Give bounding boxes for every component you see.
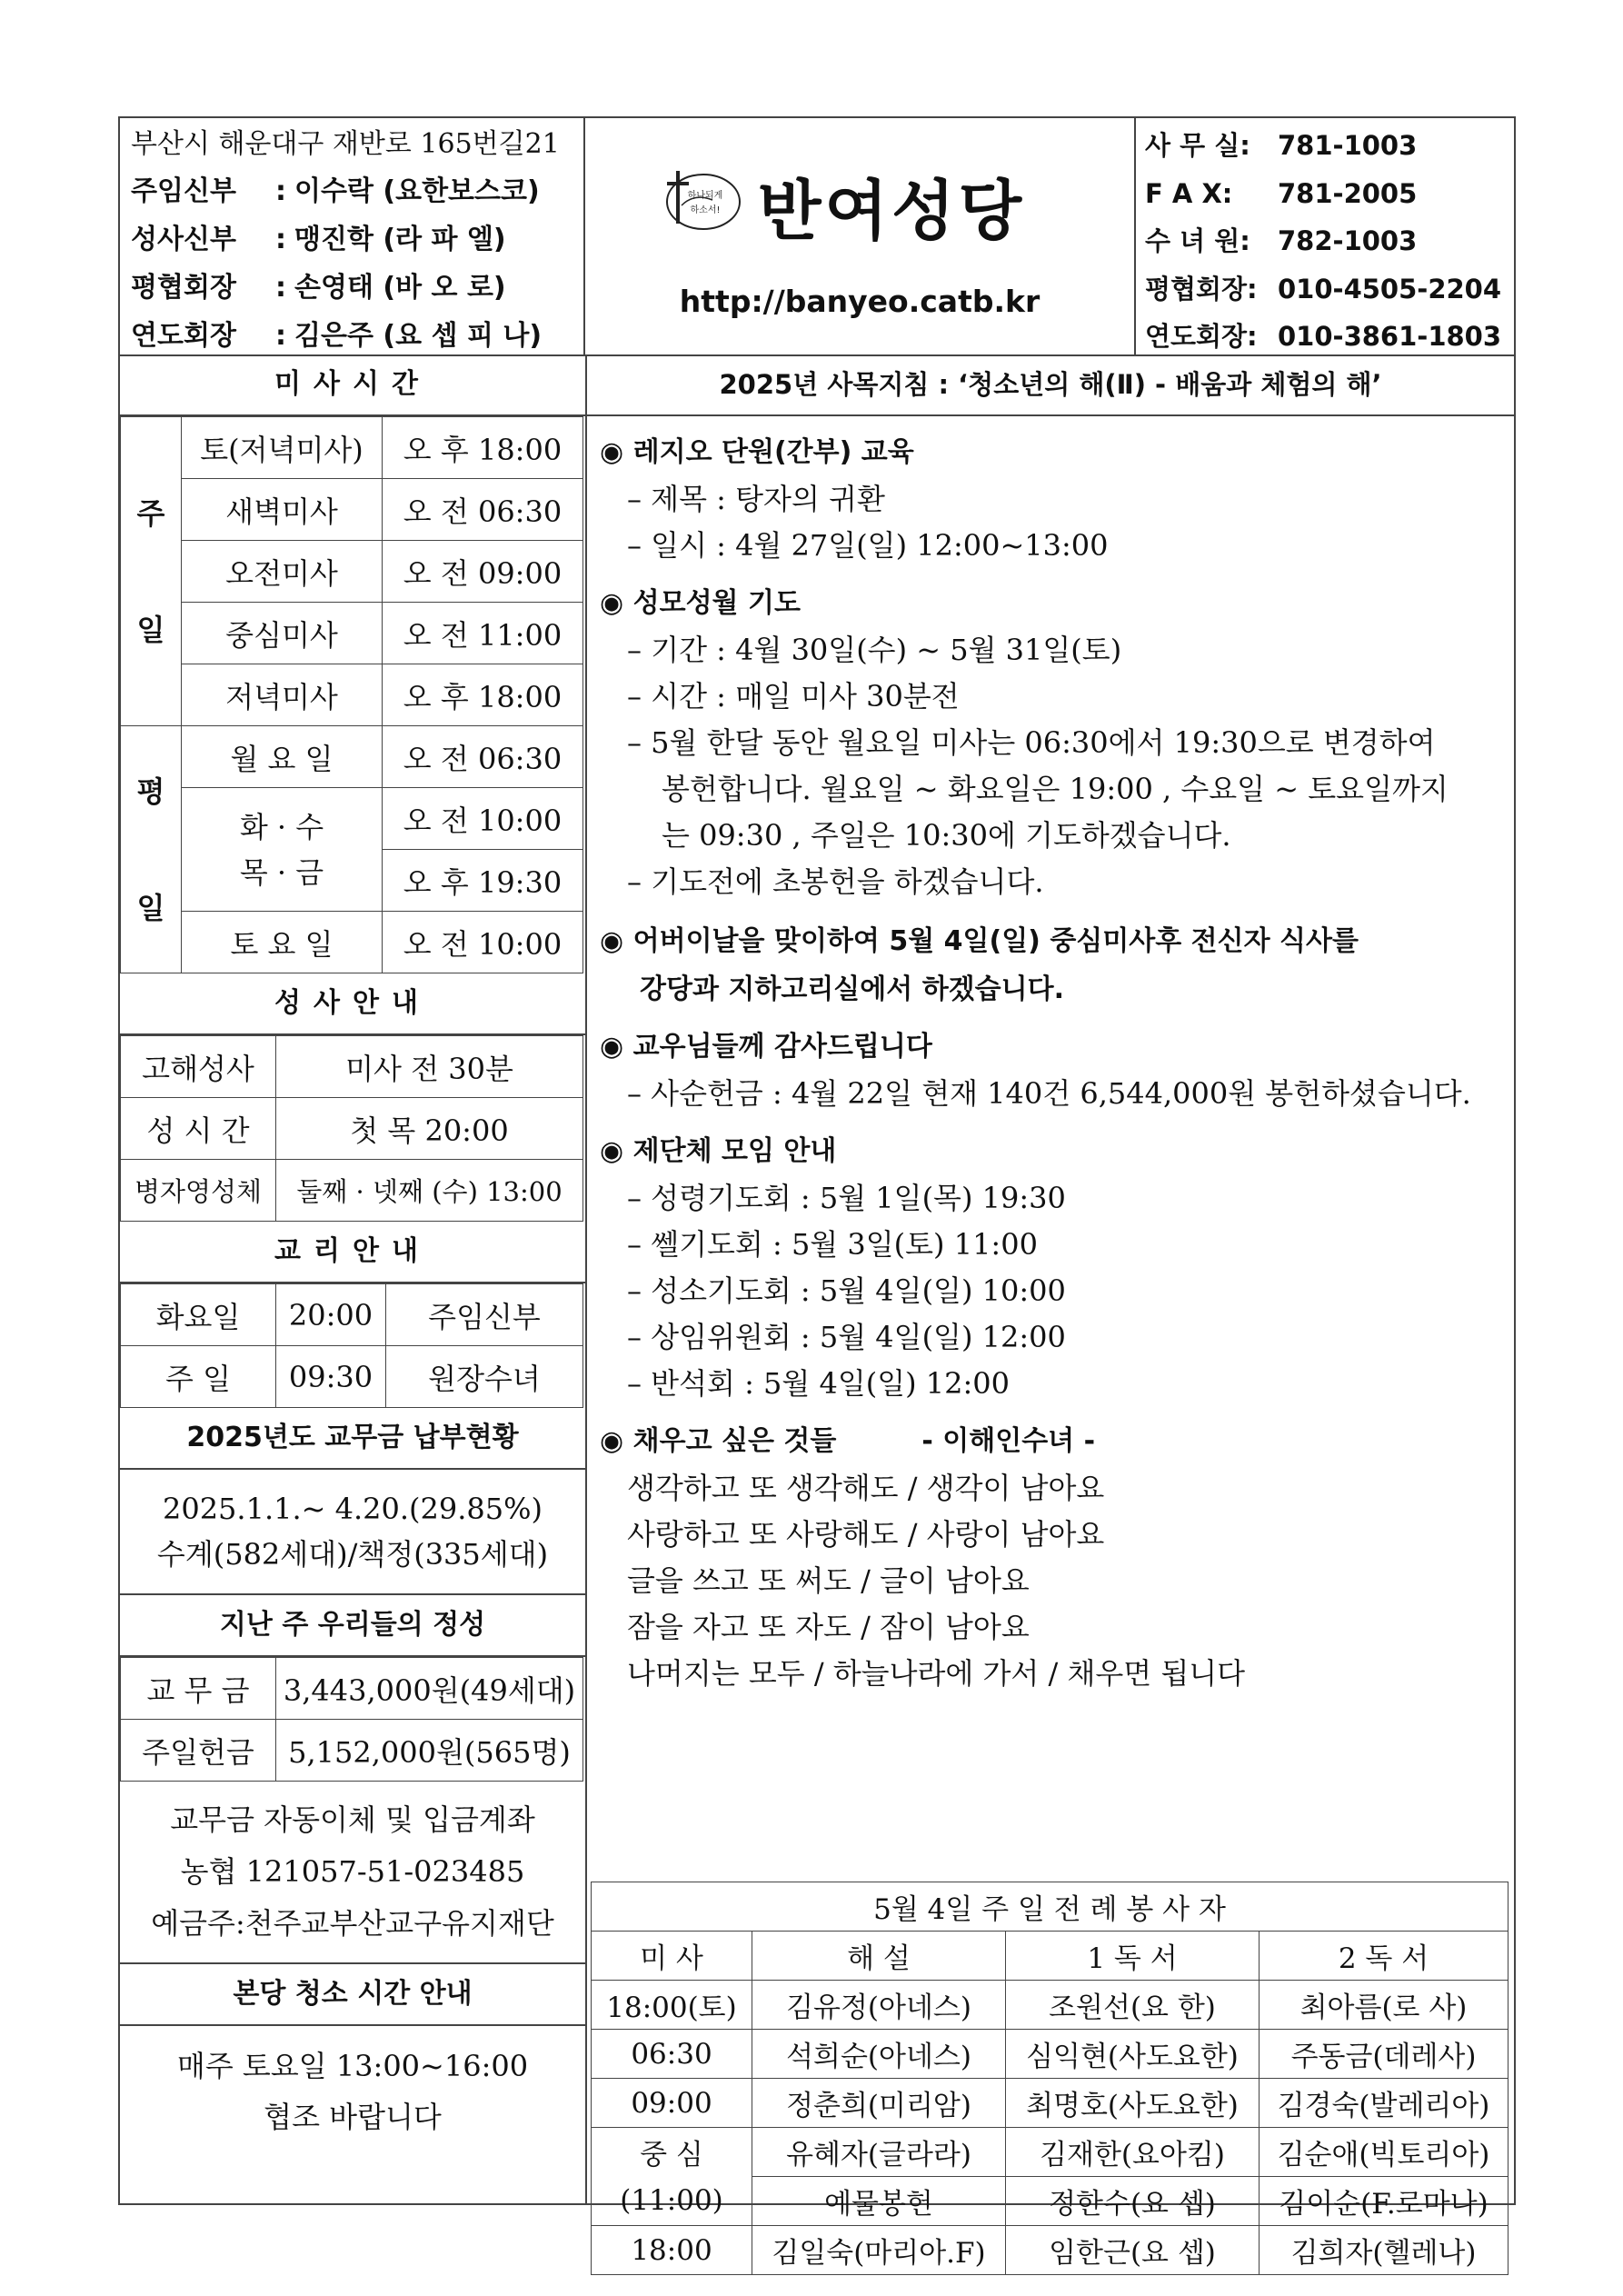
liturgy-servers-table [591,1882,1508,2275]
table-cell: 09:00 [592,2079,752,2128]
offering-amount: 5,152,000원(565명) [276,1720,583,1782]
mass-time: 오 전 11:00 [383,603,583,664]
catechism-table [120,1283,583,1408]
sacrament-name: 성 시 간 [121,1098,276,1160]
table-row [121,1346,583,1408]
notices [600,429,1499,1697]
mass-time: 오 후 18:00 [383,664,583,726]
officers-box [120,118,585,354]
contact-value: 781-1003 [1278,130,1418,161]
officer-name: 맹진학 (라 파 엘) [294,224,506,255]
notice-title: ◉ 레지오 단원(간부) 교육 [600,436,914,468]
notice-line: – 반석회 : 5월 4일(일) 12:00 [627,1366,1011,1401]
cleaning-info [120,2026,585,2157]
table-row [121,1036,583,1098]
mass-time: 오 후 19:30 [383,850,583,912]
servers-title: 5월 4일 주 일 전 례 봉 사 자 [592,1882,1508,1932]
svg-text:하소서!: 하소서! [690,205,721,215]
officer-row: 연도회장 : 김은주 (요 셉 피 나) [131,312,573,360]
notice-line: – 제목 : 탕자의 귀환 [627,482,885,516]
table-cell: 심익현(사도요한) [1006,2030,1260,2079]
svg-text:하나되게: 하나되게 [687,191,723,201]
cleaning-note: 협조 바랍니다 [264,2100,442,2134]
mass-name: 오전미사 [182,541,383,603]
table-cell: 임한근(요 셉) [1006,2226,1260,2275]
contact-row [1145,217,1505,265]
table-row [121,664,583,726]
sacrament-time: 둘째 · 넷째 (수) 13:00 [276,1160,583,1222]
mass-name: 저녁미사 [182,664,383,726]
mass-name: 토(저녁미사) [182,417,383,479]
bulletin-header [120,118,1514,356]
officer-role: 연도회장 [131,320,236,352]
cleaning-title: 본당 청소 시간 안내 [120,1964,585,2026]
notice-line: 봉헌합니다. 월요일 ~ 화요일은 19:00 , 수요일 ~ 토요일까지 [662,772,1449,806]
account-holder: 예금주:천주교부산교구유지재단 [151,1906,554,1941]
table-cell: 중 심 [592,2128,752,2177]
officer-row: 평협회장 : 손영태 (바 오 로) [131,264,573,312]
table-cell: 석희순(아네스) [752,2030,1006,2079]
church-url[interactable]: http://banyeo.catb.kr [679,284,1041,319]
table-cell: 18:00 [592,2226,752,2275]
catechism-teacher: 원장수녀 [386,1346,583,1408]
column-header: 해 설 [752,1932,1006,1981]
notice-title: ◉ 채우고 싶은 것들 - 이해인수녀 - [600,1425,1096,1457]
poem-line: 생각하고 또 생각해도 / 생각이 남아요 [627,1471,1105,1505]
table-row [121,1160,583,1222]
bank-account-box [120,1782,585,1964]
offering-table [120,1657,583,1782]
poem-line: 글을 쓰고 또 써도 / 글이 남아요 [627,1563,1030,1598]
notice-line: – 성령기도회 : 5월 1일(목) 19:30 [627,1181,1066,1215]
mass-name: 새벽미사 [182,479,383,541]
notice-line: – 사순헌금 : 4월 22일 현재 140건 6,544,000원 봉헌하셨습니다. [627,1076,1471,1111]
table-cell: 김유정(아네스) [752,1981,1006,2030]
poem-line: 나머지는 모두 / 하늘나라에 가서 / 채우면 됩니다 [627,1656,1246,1691]
officer-name: 손영태 (바 오 로) [294,272,506,304]
table-cell: 정한수(요 셉) [1006,2177,1260,2226]
sunday-group-label: 주 일 [121,417,182,726]
sacrament-name: 고해성사 [121,1036,276,1098]
notice-title: 강당과 지하고리실에서 하겠습니다. [640,973,1064,1005]
table-cell: 조원선(요 한) [1006,1981,1260,2030]
table-row [592,2128,1508,2177]
mass-name: 토 요 일 [182,912,383,973]
catechism-day: 주 일 [121,1346,276,1408]
notice-line: – 기도전에 초봉헌을 하겠습니다. [627,864,1044,899]
table-cell: 김순애(빅토리아) [1260,2128,1508,2177]
notice-title: ◉ 어버이날을 맞이하여 5월 4일(일) 중심미사후 전신자 식사를 [600,925,1359,957]
table-row [121,603,583,664]
offering-type: 교 무 금 [121,1658,276,1720]
notice-title: ◉ 교우님들께 감사드립니다 [600,1031,932,1063]
weekday-group-label: 평 일 [121,726,182,973]
mass-name: 월 요 일 [182,726,383,788]
table-cell: 김이순(F.로마나) [1260,2177,1508,2226]
column-header: 1 독 서 [1006,1932,1260,1981]
sacraments-title: 성사안내 [120,973,585,1035]
offering-type: 주일헌금 [121,1720,276,1782]
mass-name: 화 · 수 목 · 금 [182,788,383,912]
table-row [121,1720,583,1782]
contact-label: 사 무 실: [1145,130,1250,161]
church-address: 부산시 해운대구 재반로 165번길21 [131,128,560,160]
contact-row [1145,170,1505,218]
mass-time: 오 전 06:30 [383,479,583,541]
notice-line: – 성소기도회 : 5월 4일(일) 10:00 [627,1273,1066,1308]
notice-line: – 일시 : 4월 27일(일) 12:00~13:00 [627,528,1109,563]
table-cell: 주동금(데레사) [1260,2030,1508,2079]
offering-amount: 3,443,000원(49세대) [276,1658,583,1720]
officer-row: 주임신부 : 이수락 (요한보스코) [131,167,573,215]
poem-line: 사랑하고 또 사랑해도 / 사랑이 남아요 [627,1517,1105,1552]
contact-row [1145,313,1505,361]
notice-line: – 기간 : 4월 30일(수) ~ 5월 31일(토) [627,633,1122,667]
contact-value: 781-2005 [1278,177,1418,209]
contact-value: 010-4505-2204 [1278,273,1502,304]
table-row [121,479,583,541]
notice-line: – 상임위원회 : 5월 4일(일) 12:00 [627,1320,1066,1354]
mass-time: 오 전 09:00 [383,541,583,603]
officer-row: 성사신부 : 맹진학 (라 파 엘) [131,215,573,264]
officer-name: 김은주 (요 셉 피 나) [294,320,543,352]
contacts-box [1134,118,1514,354]
mass-time: 오 전 10:00 [383,912,583,973]
contact-label: F A X: [1145,177,1233,209]
mass-times-table [120,416,583,973]
contact-label: 연도회장: [1145,321,1258,352]
poem-line: 잠을 자고 또 자도 / 잠이 남아요 [627,1610,1030,1644]
mass-times-title: 미사시간 [120,354,585,416]
sacrament-time: 첫 목 20:00 [276,1098,583,1160]
table-cell: 06:30 [592,2030,752,2079]
table-row [592,2030,1508,2079]
mass-time: 오 전 10:00 [383,788,583,850]
account-number: 농협 121057-51-023485 [180,1854,525,1889]
catechism-time: 09:30 [276,1346,386,1408]
cleaning-time: 매주 토요일 13:00~16:00 [176,2049,529,2083]
pastoral-guideline: 2025년 사목지침 : ‘청소년의 해(Ⅱ) - 배움과 체험의 해’ [587,354,1514,416]
notice-title: ◉ 제단체 모임 안내 [600,1135,837,1167]
table-cell: 김경숙(발레리아) [1260,2079,1508,2128]
column-header: 2 독 서 [1260,1932,1508,1981]
dues-title: 2025년도 교무금 납부현황 [120,1408,585,1470]
account-title: 교무금 자동이체 및 입금계좌 [170,1802,535,1837]
table-row [121,417,583,479]
notice-title: ◉ 성모성월 기도 [600,587,801,619]
table-row [121,541,583,603]
table-row [592,1981,1508,2030]
catechism-time: 20:00 [276,1284,386,1346]
table-row [121,912,583,973]
table-cell: 최아름(로 사) [1260,1981,1508,2030]
mass-name: 중심미사 [182,603,383,664]
notice-line: – 5월 한달 동안 월요일 미사는 06:30에서 19:30으로 변경하여 [627,725,1436,760]
church-name: 반여성당 [758,173,1026,249]
contact-value: 010-3861-1803 [1278,321,1502,352]
officer-name: 이수락 (요한보스코) [294,175,540,207]
table-row [592,2177,1508,2226]
table-row [121,788,583,850]
table-cell: 18:00(토) [592,1981,752,2030]
sacraments-table [120,1035,583,1222]
table-row [592,1882,1508,1932]
catechism-title: 교리안내 [120,1222,585,1283]
table-row [592,2226,1508,2275]
officer-role: 주임신부 [131,175,236,207]
table-cell: 김재한(요아킴) [1006,2128,1260,2177]
notice-line: – 쎌기도회 : 5월 3일(토) 11:00 [627,1227,1038,1262]
officer-role: 성사신부 [131,224,236,255]
dues-households: 수계(582세대)/책정(335세대) [156,1537,549,1572]
contact-label: 평협회장: [1145,273,1258,304]
officer-role: 평협회장 [131,272,236,304]
table-row [121,1658,583,1720]
title-box [585,118,1134,354]
catechism-day: 화요일 [121,1284,276,1346]
mass-time: 오 후 18:00 [383,417,583,479]
table-row [592,2079,1508,2128]
sacrament-name: 병자영성체 [121,1160,276,1222]
table-row [121,726,583,788]
table-cell: 김희자(헬레나) [1260,2226,1508,2275]
notice-line: 는 09:30 , 주일은 10:30에 기도하겠습니다. [662,818,1231,853]
contact-row [1145,122,1505,170]
contact-row [1145,265,1505,314]
contact-value: 782-1003 [1278,225,1418,256]
contact-label: 수 녀 원: [1145,225,1250,256]
table-row [121,1284,583,1346]
dues-period: 2025.1.1.~ 4.20.(29.85%) [162,1492,543,1526]
bulletin-page [118,116,1516,2270]
table-cell: 정춘희(미리암) [752,2079,1006,2128]
table-row [121,1098,583,1160]
church-logo-icon [658,153,745,240]
left-column [120,354,587,2203]
table-header-row [592,1932,1508,1981]
mass-time: 오 전 06:30 [383,726,583,788]
table-cell: 예물봉헌 [752,2177,1006,2226]
sacrament-time: 미사 전 30분 [276,1036,583,1098]
offering-title: 지난 주 우리들의 정성 [120,1595,585,1657]
dues-status [120,1470,585,1595]
right-column [587,354,1514,2270]
column-header: 미 사 [592,1932,752,1981]
table-cell: 김일숙(마리아.F) [752,2226,1006,2275]
table-cell: 최명호(사도요한) [1006,2079,1260,2128]
table-cell: (11:00) [592,2177,752,2226]
notice-line: – 시간 : 매일 미사 30분전 [627,679,960,714]
catechism-teacher: 주임신부 [386,1284,583,1346]
table-cell: 유혜자(글라라) [752,2128,1006,2177]
